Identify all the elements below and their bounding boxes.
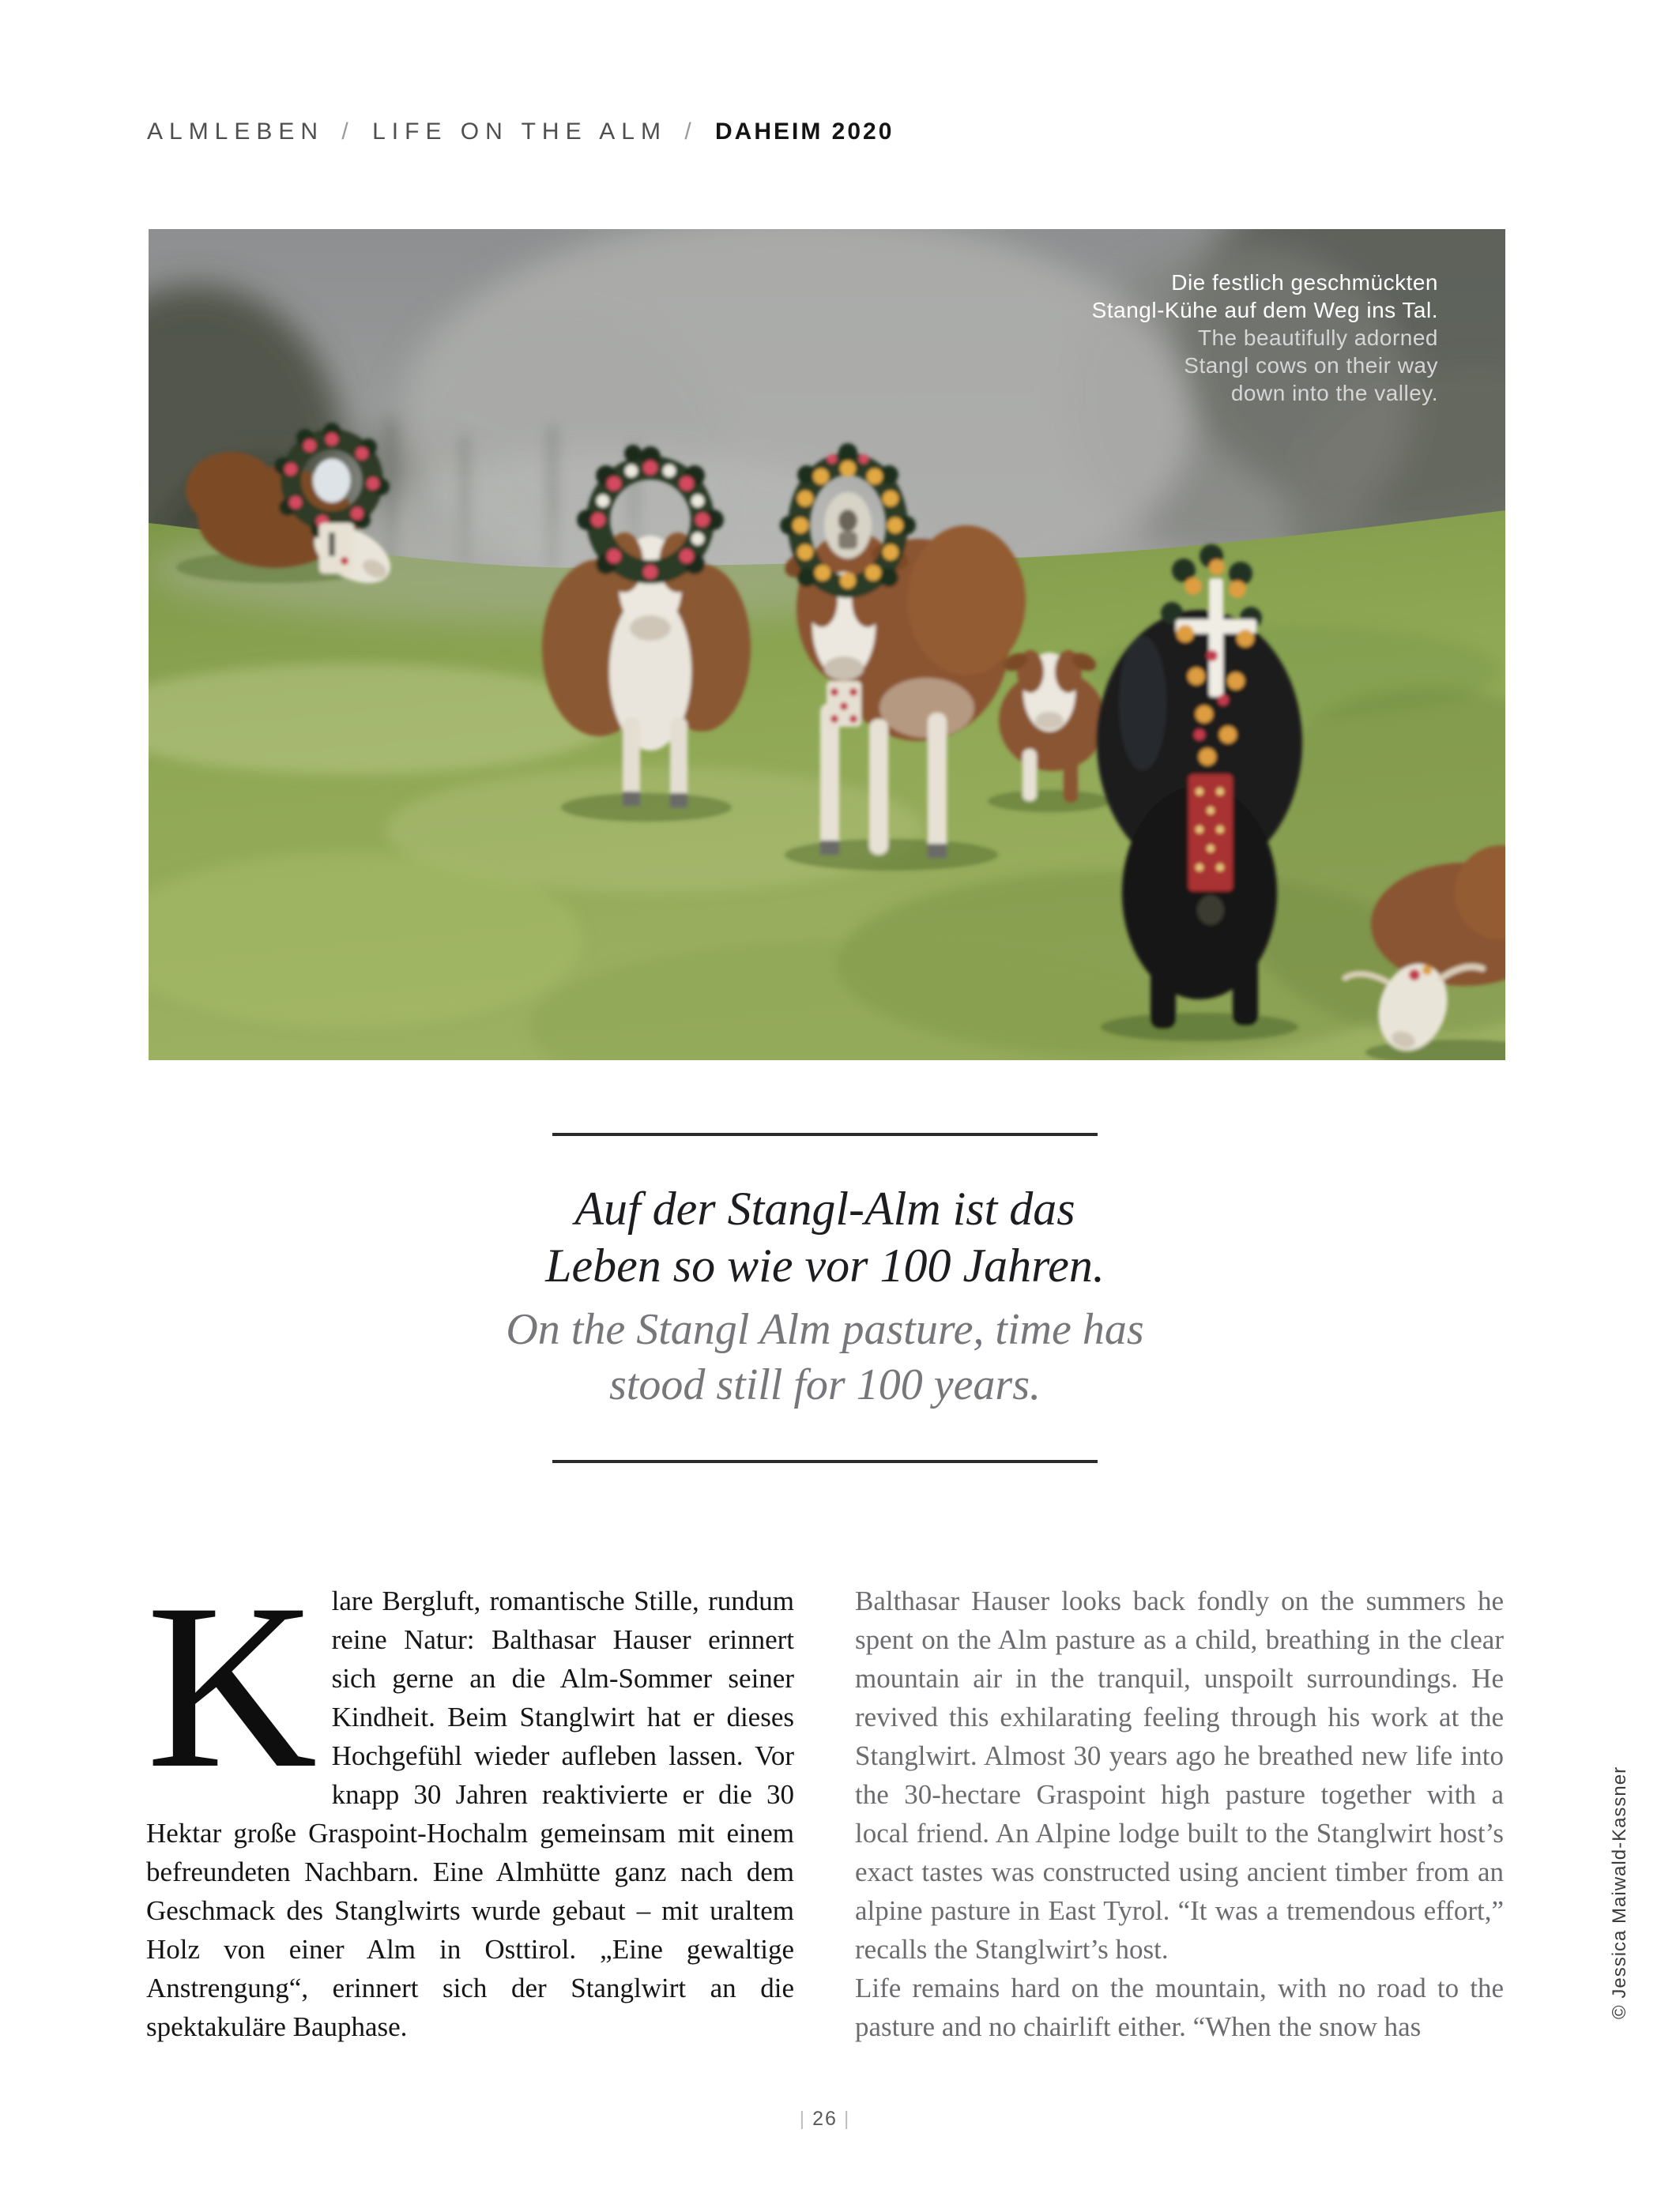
kicker-section-de: ALMLEBEN [147,118,325,145]
page-number: 26 [812,2108,838,2130]
pull-quote-english [146,1302,1504,1413]
divider-rule-bottom [552,1460,1098,1463]
pull-quote-line: On the Stangl Alm pasture, time has [506,1305,1144,1354]
photo-caption-line-en: down into the valley. [1230,381,1438,405]
article-text-de: lare Bergluft, romantische Stille, rundum reine Natur: Balthasar Hauser erinnert sich gerne an die Alm-Sommer seiner Kindheit. Beim Stanglwirt hat er dieses Hochgefühl wieder aufleben lassen. Vor knapp 30 Jahren reaktivierte er die 30 Hektar große Graspoint-Hochalm gemeinsam mit einem befreundeten Nachbarn. Eine Almhütte ganz nach dem Geschmack des Stanglwirts wurde gebaut – mit uraltem Holz von einer Alm in Osttirol. „Eine gewaltige Anstrengung“, erinnert sich der Stanglwirt an die spektakuläre Bauphase. [146,1586,794,2042]
photo-caption-line-en: The beautifully adorned [1197,325,1438,350]
article-column-german [146,1555,794,2046]
pull-quote-line: stood still for 100 years. [608,1360,1041,1409]
drop-cap: K [146,1555,318,1817]
kicker-section-en: LIFE ON THE ALM [372,118,667,145]
divider-rule-top [552,1133,1098,1136]
pull-quote-german [146,1180,1504,1294]
pull-quote-line: Leben so wie vor 100 Jahren. [545,1240,1105,1292]
article-column-english [855,1582,1504,2046]
folio-bar: | [799,2108,807,2130]
article-paragraph-en: Balthasar Hauser looks back fondly on the summers he spent on the Alm pasture as a child, breathing in the clear mountain air in the tranquil, unspoilt surroundings. He revived this exhilarating feeling through his work at the Stanglwirt. Almost 30 years ago he breathed new life into the 30-hectare Graspoint high pasture together with a local friend. An Alpine lodge built to the Stanglwirt host’s exact tastes was constructed using ancient timber from an alpine pasture in East Tyrol. “It was a tremendous effort,” recalls the Stanglwirt’s host. [855,1586,1504,1965]
photo-caption [1092,269,1438,407]
folio-bar: | [843,2108,851,2130]
kicker-separator-icon: / [341,118,355,145]
pull-quote-line: Auf der Stangl-Alm ist das [574,1183,1075,1235]
photo-caption-line-de: Die festlich geschmückten [1171,270,1438,295]
article-photo [149,229,1505,1060]
kicker [147,118,894,145]
photo-caption-line-de: Stangl-Kühe auf dem Weg ins Tal. [1091,298,1438,322]
page-footer [146,2108,1504,2131]
photo-credit: © Jessica Maiwald-Kassner [1609,1766,1630,2019]
article-paragraph-de [146,1555,794,2046]
pull-quote [146,1133,1504,1463]
article-paragraph-en: Life remains hard on the mountain, with no road to the pasture and no chairlift either. “When the snow has [855,1973,1504,2042]
kicker-separator-icon: / [684,118,698,145]
kicker-issue: DAHEIM 2020 [715,118,894,145]
photo-caption-line-en: Stangl cows on their way [1184,353,1438,378]
